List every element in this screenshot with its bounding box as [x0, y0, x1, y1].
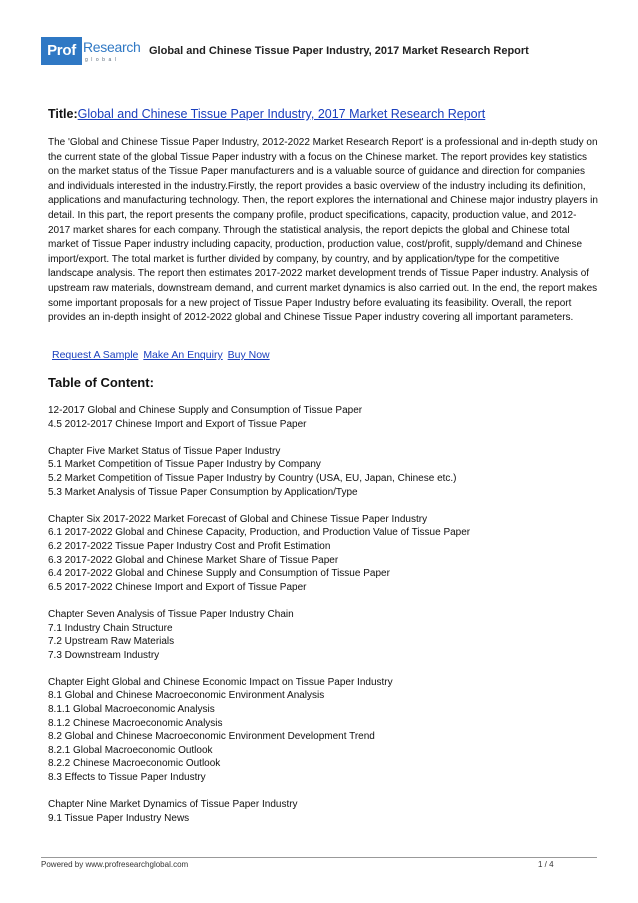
buy-now-link[interactable]: Buy Now: [227, 349, 270, 361]
report-title: [48, 107, 485, 121]
toc-line: 9.1 Tissue Paper Industry News: [48, 812, 190, 824]
toc-line: 4.5 2012-2017 Chinese Import and Export of Tissue Paper: [48, 418, 307, 430]
table-of-contents: [48, 404, 598, 839]
logo-mark: Prof: [41, 37, 82, 65]
toc-line: 12-2017 Global and Chinese Supply and Consumption of Tissue Paper: [48, 405, 363, 416]
toc-line: 6.2 2017-2022 Tissue Paper Industry Cost and Profit Estimation: [48, 540, 331, 552]
toc-line: 6.3 2017-2022 Global and Chinese Market Share of Tissue Paper: [48, 554, 339, 566]
toc-group: [48, 608, 598, 662]
toc-line: 5.2 Market Competition of Tissue Paper Industry by Country (USA, EU, Japan, Chinese etc.): [48, 472, 457, 484]
footer-page-number: 1 / 4: [538, 860, 554, 869]
logo-wordmark: Research: [83, 39, 141, 55]
toc-line: Chapter Eight Global and Chinese Economic Impact on Tissue Paper Industry: [48, 676, 393, 688]
toc-line: 8.1 Global and Chinese Macroeconomic Environment Analysis: [48, 690, 325, 702]
toc-line: 6.1 2017-2022 Global and Chinese Capacity, Production, and Production Value of Tissue Paper: [48, 527, 471, 539]
toc-group: [48, 445, 598, 499]
toc-line: 7.1 Industry Chain Structure: [48, 622, 173, 634]
toc-line: 8.1.1 Global Macroeconomic Analysis: [48, 704, 215, 716]
title-label: Title:: [48, 107, 78, 121]
make-enquiry-link[interactable]: Make An Enquiry: [143, 349, 223, 361]
footer-powered-by: Powered by www.profresearchglobal.com: [41, 860, 189, 869]
toc-line: Chapter Five Market Status of Tissue Paper Industry: [48, 445, 281, 457]
action-links: [52, 349, 272, 361]
toc-group: [48, 513, 598, 595]
toc-group: [48, 404, 598, 431]
toc-line: 7.3 Downstream Industry: [48, 649, 160, 661]
toc-line: 5.3 Market Analysis of Tissue Paper Consumption by Application/Type: [48, 486, 358, 498]
toc-line: 8.1.2 Chinese Macroeconomic Analysis: [48, 717, 223, 729]
toc-line: Chapter Nine Market Dynamics of Tissue Paper Industry: [48, 799, 298, 811]
toc-line: 8.2 Global and Chinese Macroeconomic Environment Development Trend: [48, 731, 375, 743]
footer-divider: [41, 857, 597, 858]
toc-line: 8.3 Effects to Tissue Paper Industry: [48, 772, 206, 784]
toc-line: 8.2.2 Chinese Macroeconomic Outlook: [48, 758, 221, 770]
header-title: Global and Chinese Tissue Paper Industry, 2017 Market Research Report: [149, 45, 529, 57]
logo-tagline: global: [85, 57, 120, 63]
toc-line: 7.2 Upstream Raw Materials: [48, 636, 175, 648]
title-link[interactable]: Global and Chinese Tissue Paper Industry, 2017 Market Research Report: [77, 107, 486, 121]
toc-line: 6.4 2017-2022 Global and Chinese Supply and Consumption of Tissue Paper: [48, 568, 390, 580]
toc-line: 5.1 Market Competition of Tissue Paper Industry by Company: [48, 459, 321, 471]
toc-line: Chapter Seven Analysis of Tissue Paper Industry Chain: [48, 608, 294, 620]
toc-line: 6.5 2017-2022 Chinese Import and Export of Tissue Paper: [48, 581, 307, 593]
toc-group: [48, 798, 598, 825]
toc-line: Chapter Six 2017-2022 Market Forecast of Global and Chinese Tissue Paper Industry: [48, 513, 428, 525]
logo: [41, 37, 140, 69]
toc-group: [48, 676, 598, 785]
request-sample-link[interactable]: Request A Sample: [52, 349, 139, 361]
toc-line: 8.2.1 Global Macroeconomic Outlook: [48, 744, 213, 756]
intro-paragraph: The 'Global and Chinese Tissue Paper Industry, 2012-2022 Market Research Report' is a professional and in-depth study on the current state of the global Tissue Paper industry with a focus on the Chinese market. The report provides key statistics on the market status of the Tissue Paper manufacturers and is a valuable source of guidance and direction for companies and individuals interested in the industry.Firstly, the report provides a basic overview of the industry including its definition, applications and manufacturing technology. Then, the report explores the international and Chinese major industry players in detail. In this part, the report presents the company profile, product specifications, capacity, production value, and 2012-2017 market shares for each company. Through the statistical analysis, the report depicts the global and Chinese total market of Tissue Paper industry including capacity, production, production value, cost/profit, supply/demand and Chinese import/export. The total market is further divided by company, by country, and by application/type for the competitive landscape analysis. The report then estimates 2017-2022 market development trends of Tissue Paper industry. Analysis of upstream raw materials, downstream demand, and current market dynamics is also carried out. In the end, the report makes some important proposals for a new project of Tissue Paper Industry before evaluating its feasibility. Overall, the report provides an in-depth insight of 2012-2022 global and Chinese Tissue Paper industry covering all important parameters.: [48, 137, 598, 324]
toc-heading: Table of Content:: [48, 375, 154, 390]
